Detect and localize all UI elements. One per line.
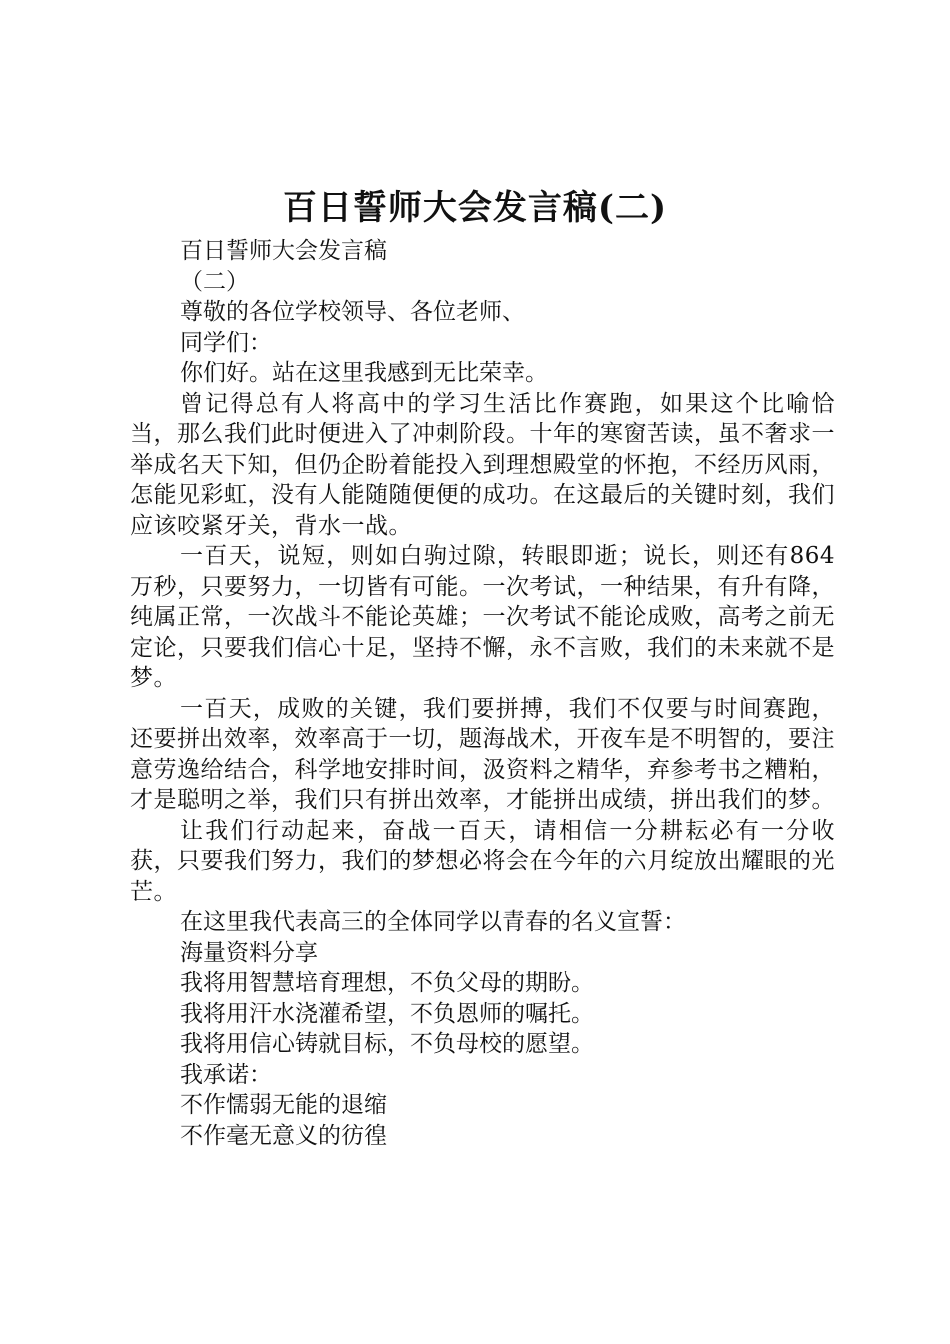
promise-item-line: 不作毫无意义的彷徨 [180, 1122, 387, 1149]
paragraph: 曾记得总有人将高中的学习生活比作赛跑，如果这个比喻恰当，那么我们此时便进入了冲刺阶段。十年的寒窗苦读，虽不奢求一举成名天下知，但仍企盼着能投入到理想殿堂的怀抱，不经历风雨，怎能见彩虹，没有人能随随便便的成功。在这最后的关键时刻，我们应该咬紧牙关，背水一战。 [130, 390, 835, 539]
promise-line: 我承诺： [180, 1061, 272, 1088]
subtitle-number-line: （二） [180, 268, 249, 295]
document-body [130, 236, 835, 1151]
promise-item-line: 不作懦弱无能的退缩 [180, 1092, 387, 1118]
oath-line: 我将用汗水浇灌希望，不负恩师的嘱托。 [180, 1000, 594, 1027]
document-title: 百日誓师大会发言稿(二) [282, 188, 668, 228]
salutation-line: 尊敬的各位学校领导、各位老师、 [180, 299, 525, 325]
paragraph: 一百天，成败的关键，我们要拼搏，我们不仅要与时间赛跑，还要拼出效率，效率高于一切，题海战术，开夜车是不明智的，要注意劳逸给结合，科学地安排时间，汲资料之精华，弃参考书之糟粕，才是聪明之举，我们只有拼出效率，才能拼出成绩，拼出我们的梦。 [130, 695, 835, 813]
salutation-line-2: 同学们： [180, 329, 272, 356]
subtitle-line: 百日誓师大会发言稿 [180, 238, 387, 264]
oath-line: 我将用信心铸就目标，不负母校的愿望。 [180, 1031, 594, 1057]
paragraph: 一百天，说短，则如白驹过隙，转眼即逝；说长，则还有864万秒，只要努力，一切皆有可能。一次考试，一种结果，有升有降，纯属正常，一次战斗不能论英雄；一次考试不能论成败，高考之前无定论，只要我们信心十足，坚持不懈，永不言败，我们的未来就不是梦。 [130, 543, 835, 691]
greeting-line: 你们好。站在这里我感到无比荣幸。 [180, 360, 548, 386]
resource-share-line: 海量资料分享 [180, 939, 318, 966]
oath-line: 我将用智慧培育理想，不负父母的期盼。 [180, 970, 594, 996]
oath-intro-line: 在这里我代表高三的全体同学以青春的名义宣誓： [180, 909, 686, 935]
paragraph: 让我们行动起来，奋战一百天，请相信一分耕耘必有一分收获，只要我们努力，我们的梦想必将会在今年的六月绽放出耀眼的光芒。 [130, 817, 835, 905]
